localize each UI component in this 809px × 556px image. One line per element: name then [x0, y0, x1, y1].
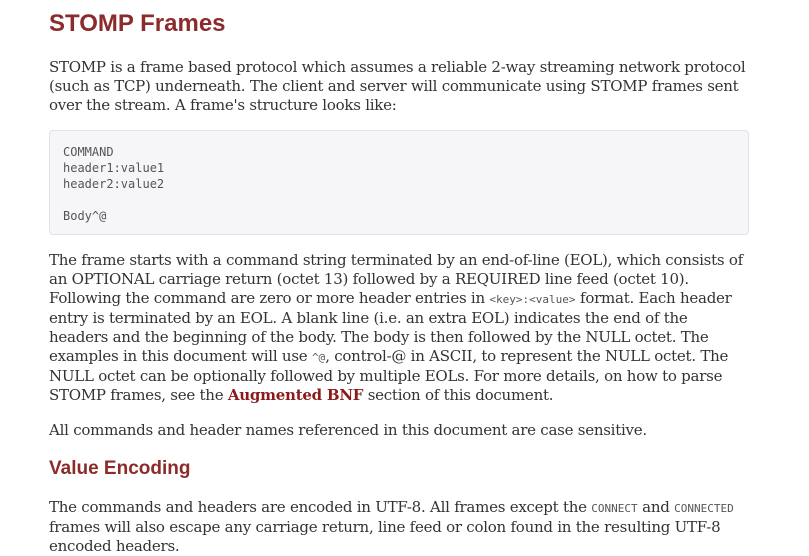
text-fragment: The frame starts with a command string terminated by an end-of-line (EOL), which consists of an OPTIONAL carriage return (octet 13) followed by a REQUIRED line feed (octet 10). Following the command are zero or more header entries in: [49, 251, 743, 307]
text-fragment: section of this document.: [363, 386, 554, 404]
code-line: header1:value1: [63, 161, 165, 175]
augmented-bnf-link[interactable]: Augmented BNF: [227, 386, 364, 404]
inline-code-connected: CONNECTED: [674, 502, 734, 515]
text-fragment: , control-@ in ASCII, to represent the NULL octet. The NULL octet can be optionally followed by multiple EOLs. For more details, on how to parse STOMP frames, see the: [49, 347, 729, 404]
frame-structure-code-block: [49, 130, 749, 235]
section-heading-value-encoding: Value Encoding: [49, 458, 191, 479]
code-line: header2:value2: [63, 177, 165, 191]
case-sensitivity-paragraph: All commands and header names referenced in this document are case sensitive.: [49, 421, 647, 439]
frame-description-paragraph: [49, 251, 749, 405]
inline-code-key-value: <key>:<value>: [489, 293, 576, 306]
document-content: [49, 0, 749, 556]
code-line: Body^@: [63, 209, 107, 223]
text-fragment: format. Each header entry is terminated by an EOL. A blank line (i.e. an extra EOL) indicates the end of the headers and the beginning of the body. The body is then followed by the NULL octet. The examples in this document will use: [49, 289, 732, 365]
text-fragment: The commands and headers are encoded in UTF-8. All frames except the: [49, 498, 592, 516]
code-line: COMMAND: [63, 145, 114, 159]
text-fragment: and: [637, 498, 675, 516]
text-fragment: frames will also escape any carriage return, line feed or colon found in the resulting UTF-8 encoded headers.: [49, 518, 721, 555]
intro-paragraph: STOMP is a frame based protocol which assumes a reliable 2-way streaming network protocol (such as TCP) underneath. The client and server will communicate using STOMP frames sent over the stream. A frame's structure looks like:: [49, 58, 746, 114]
inline-code-null: ^@: [311, 351, 326, 364]
code-line: [63, 192, 735, 208]
page-title: STOMP Frames: [49, 10, 226, 37]
value-encoding-paragraph: [49, 498, 749, 556]
inline-code-connect: CONNECT: [591, 502, 638, 515]
